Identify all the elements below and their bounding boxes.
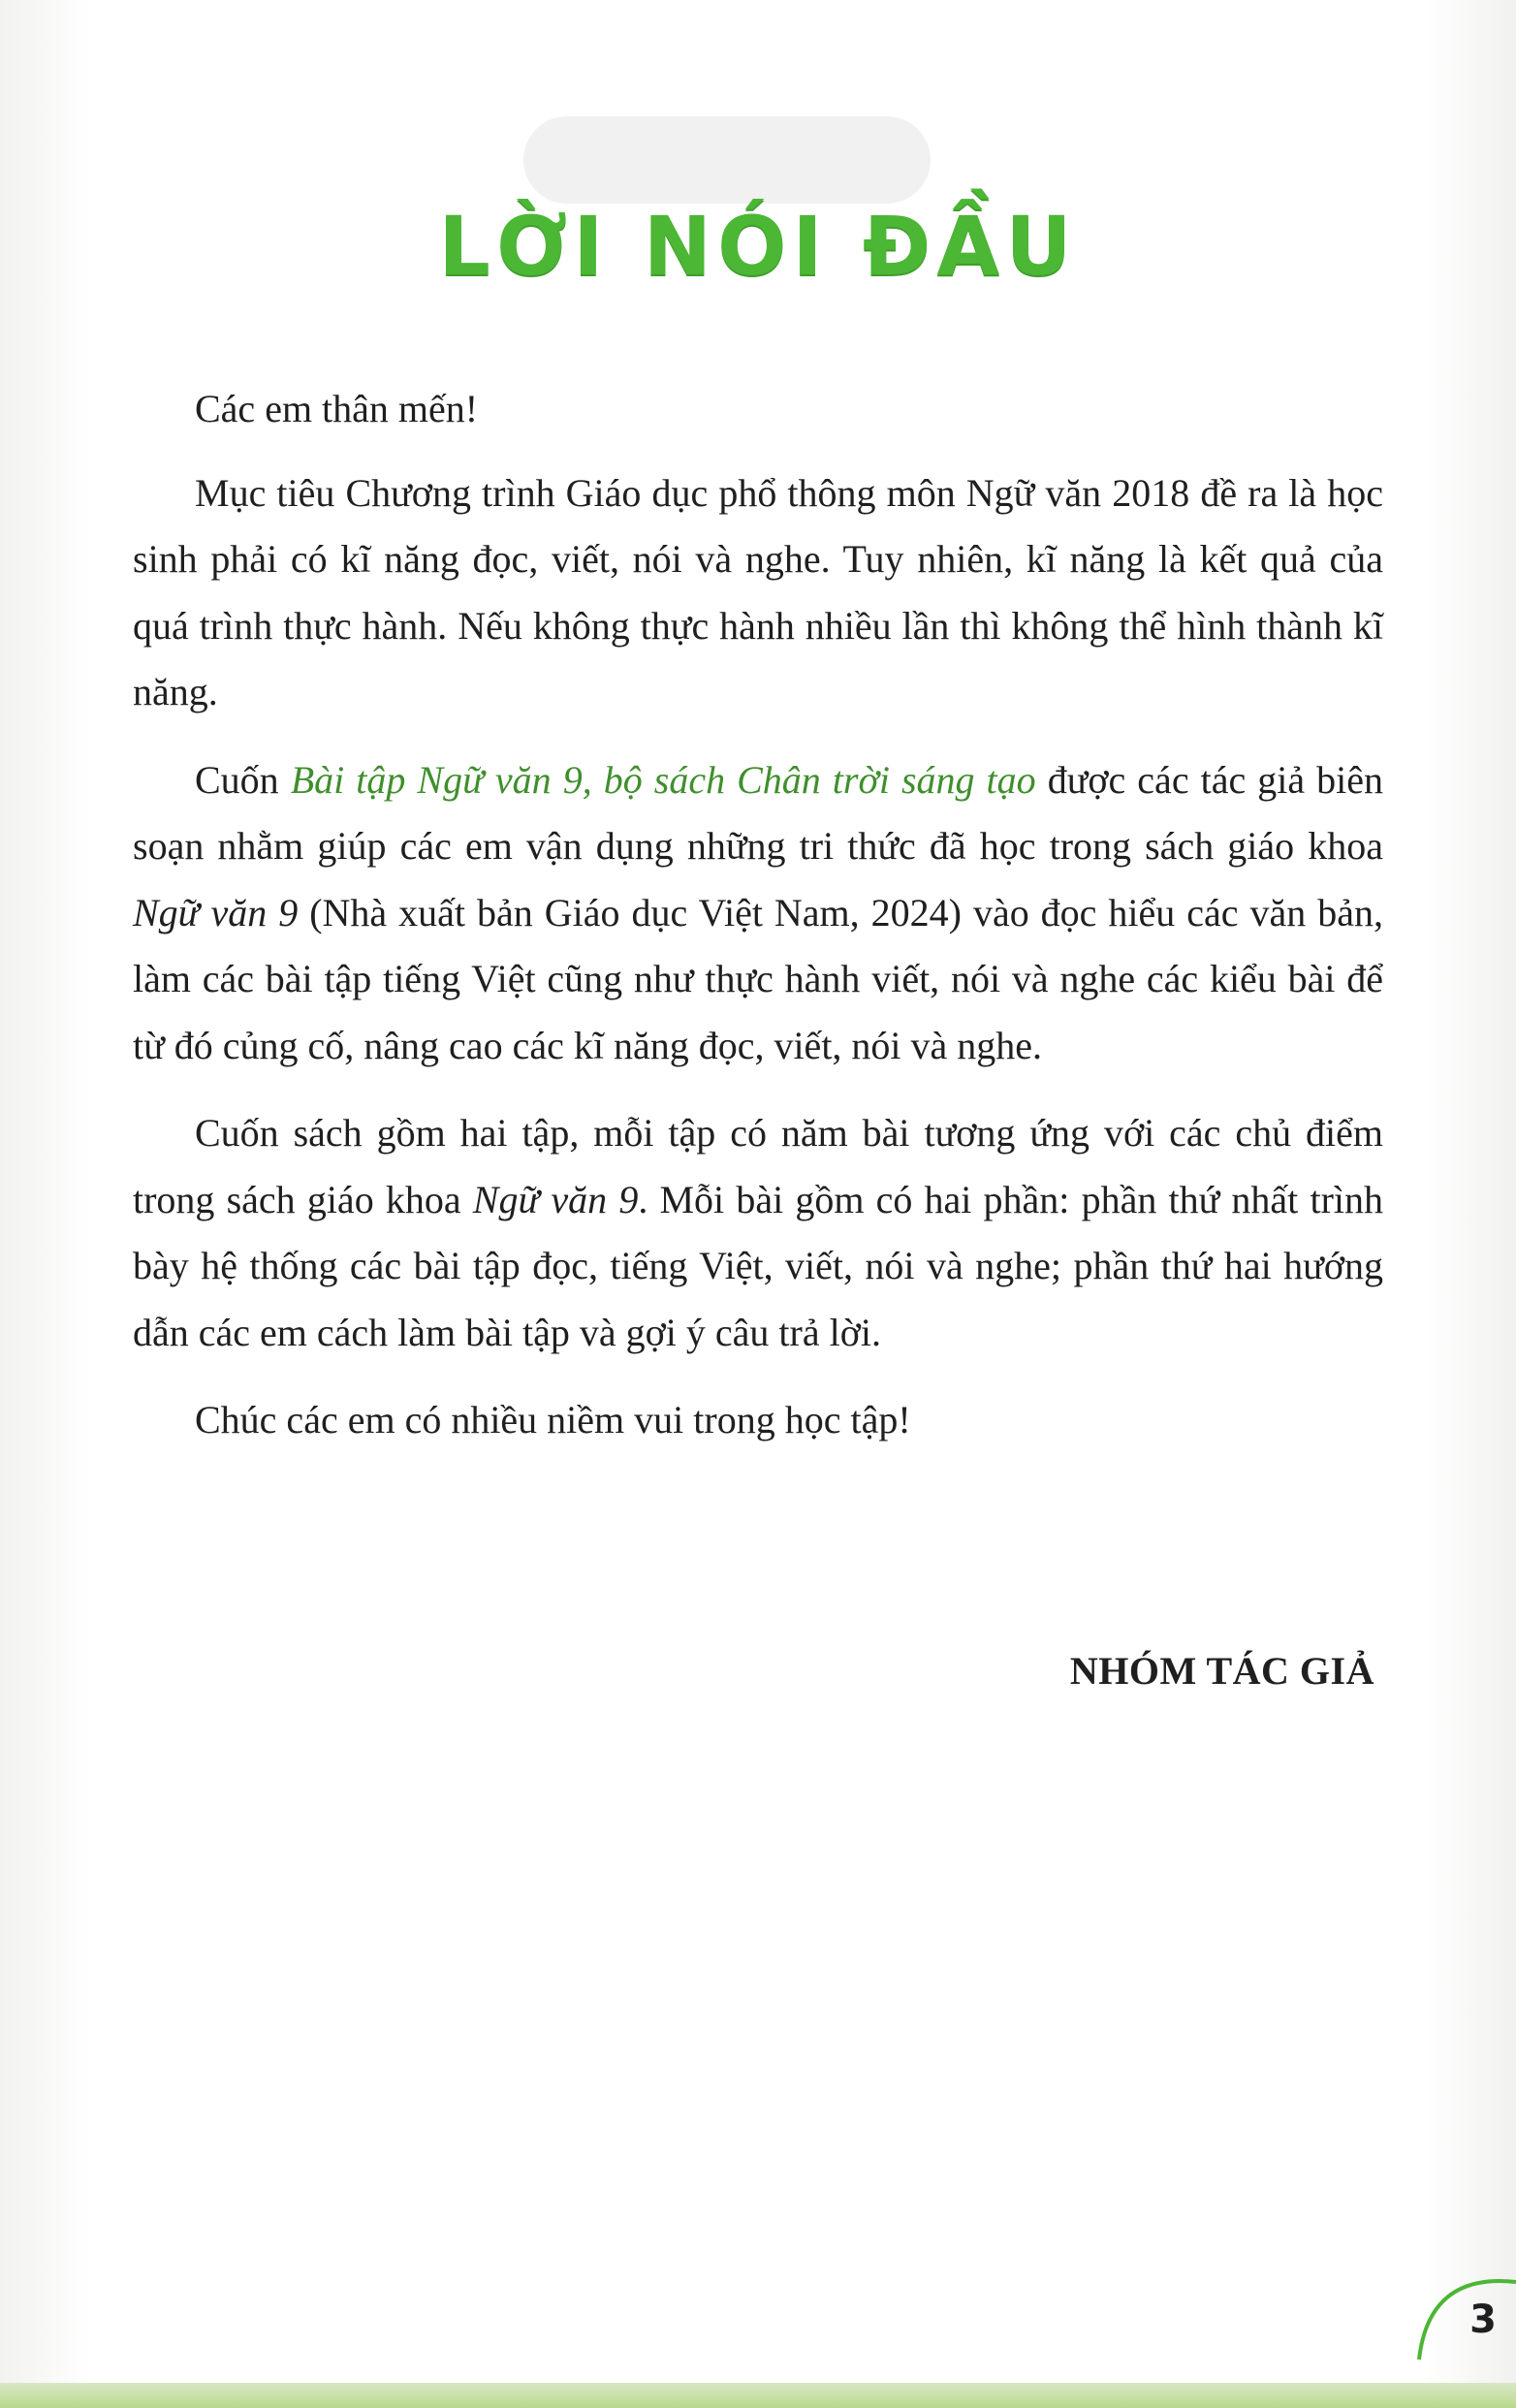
- paragraph-goals: Mục tiêu Chương trình Giáo dục phổ thông môn Ngữ văn 2018 đề ra là học sinh phải có kĩ năng đọc, viết, nói và nghe. Tuy nhiên, kĩ năng là kết quả của quá trình thực hành. Nếu không thực hành nhiều lần thì không thể hình thành kĩ năng.: [133, 470, 1383, 713]
- paragraph-book-structure: [133, 1100, 1383, 1366]
- greeting: Các em thân mến!: [195, 387, 479, 430]
- footer-bar: [0, 2383, 1516, 2408]
- author-signature: NHÓM TÁC GIẢ: [1069, 1649, 1374, 1693]
- book-title: Bài tập Ngữ văn 9, bộ sách Chân trời sáng tạo: [290, 757, 1036, 802]
- paragraph-book-structure-text-2: . Mỗi bài gồm có hai phần: phần thứ nhất trình bày hệ thống các bài tập đọc, tiếng Việt, viết, nói và nghe; phần thứ hai hướng dẫn các em cách làm bài tập và gợi ý câu trả lời.: [133, 1177, 1383, 1354]
- textbook-title: Ngữ văn 9: [472, 1177, 639, 1221]
- preface-body: [133, 376, 1383, 1475]
- paragraph-book-purpose-text-1: Cuốn: [195, 757, 291, 802]
- closing-wish: Chúc các em có nhiều niềm vui trong học tập!: [195, 1398, 911, 1442]
- page-number: 3: [1469, 2297, 1497, 2342]
- paragraph-book-purpose-text-3: (Nhà xuất bản Giáo dục Việt Nam, 2024) vào đọc hiểu các văn bản, làm các bài tập tiếng Việt cũng như thực hành viết, nói và nghe các kiểu bài để từ đó củng cố, nâng cao các kĩ năng đọc, viết, nói và nghe.: [133, 890, 1383, 1067]
- bleed-through-decoration: [145, 116, 1357, 204]
- paragraph-book-purpose-text-2: được các tác giả biên soạn nhằm giúp các em vận dụng những tri thức đã học trong sách giáo khoa: [133, 757, 1383, 868]
- bleed-through-pill: [523, 116, 931, 204]
- page-number-arc: [1409, 2253, 1516, 2369]
- page-title: LỜI NÓI ĐẦU: [438, 199, 1078, 294]
- paragraph-book-purpose: [133, 747, 1383, 1080]
- textbook-title: Ngữ văn 9: [133, 890, 299, 935]
- paragraph-book-structure-text-1: Cuốn sách gồm hai tập, mỗi tập có năm bài tương ứng với các chủ điểm trong sách giáo khoa: [133, 1111, 1383, 1221]
